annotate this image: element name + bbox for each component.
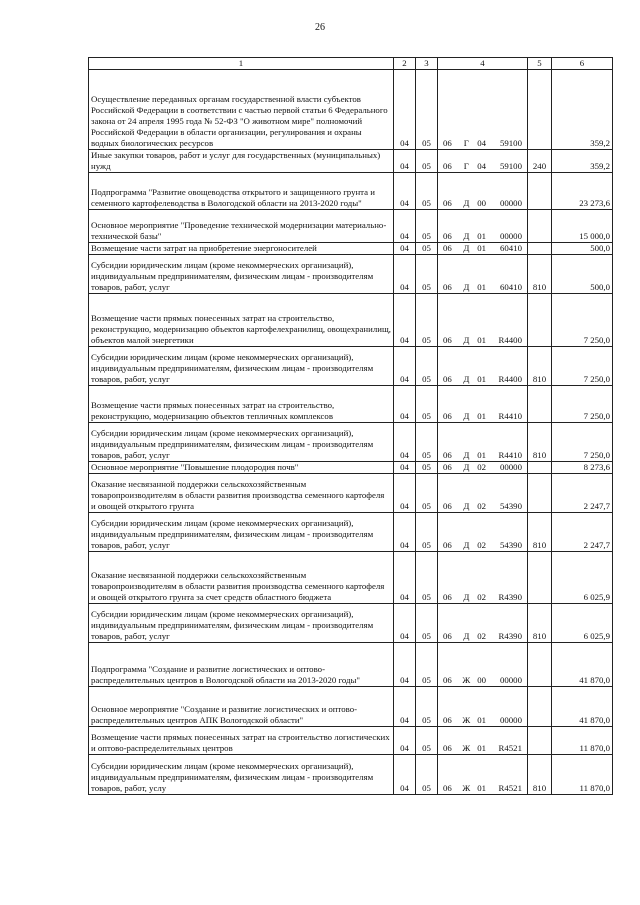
- program-code: 06: [443, 334, 452, 345]
- target-article-code: [438, 686, 528, 726]
- subsection-code: 05: [416, 686, 438, 726]
- amount: 359,2: [552, 150, 613, 173]
- program-code: 06: [443, 160, 452, 171]
- activity-code: 01: [477, 230, 487, 241]
- expense-type-code: 810: [528, 754, 552, 794]
- activity-code: 01: [477, 714, 487, 725]
- direction-code: R4400: [498, 373, 522, 384]
- program-code: 06: [443, 714, 452, 725]
- section-code: 04: [394, 603, 416, 642]
- expense-type-code: [528, 242, 552, 254]
- direction-code: R4521: [498, 742, 522, 753]
- subprogram-code: Г: [463, 138, 469, 149]
- expense-type-code: [528, 70, 552, 150]
- section-code: 04: [394, 172, 416, 209]
- subprogram-code: Д: [463, 230, 470, 241]
- direction-code: R4400: [498, 334, 522, 345]
- program-code: 06: [443, 539, 452, 550]
- direction-code: 54390: [499, 500, 522, 511]
- program-code: 06: [443, 197, 452, 208]
- section-code: 04: [394, 293, 416, 346]
- table-header-row: [89, 58, 613, 70]
- subsection-code: 05: [416, 754, 438, 794]
- expense-type-code: [528, 686, 552, 726]
- activity-code: 01: [477, 373, 487, 384]
- activity-code: 01: [477, 334, 487, 345]
- program-code: 06: [443, 242, 452, 253]
- item-name: Иные закупки товаров, работ и услуг для государственных (муниципальных) нужд: [89, 150, 394, 173]
- direction-code: R4390: [498, 630, 522, 641]
- item-name: Подпрограмма "Создание и развитие логистических и оптово-распределительных центров в Вологодской области на 2013-2020 годы": [89, 642, 394, 686]
- item-name: Возмещение части затрат на приобретение энергоносителей: [89, 242, 394, 254]
- item-name: Возмещение части прямых понесенных затрат на строительство логистических и оптово-распределительных центров: [89, 726, 394, 754]
- direction-code: 60410: [499, 281, 522, 292]
- table-row: [89, 70, 613, 150]
- direction-code: 00000: [499, 714, 522, 725]
- program-code: 06: [443, 230, 452, 241]
- activity-code: 01: [477, 242, 487, 253]
- direction-code: 54390: [499, 539, 522, 550]
- section-code: 04: [394, 150, 416, 173]
- table-row: [89, 686, 613, 726]
- program-code: 06: [443, 630, 452, 641]
- subprogram-code: Д: [463, 461, 470, 472]
- subsection-code: 05: [416, 70, 438, 150]
- amount: 2 247,7: [552, 473, 613, 512]
- amount: 11 870,0: [552, 726, 613, 754]
- target-article-code: [438, 346, 528, 385]
- subprogram-code: Д: [463, 630, 470, 641]
- column-header: 4: [438, 58, 528, 70]
- expense-type-code: [528, 726, 552, 754]
- table-row: [89, 422, 613, 461]
- section-code: 04: [394, 70, 416, 150]
- item-name: Оказание несвязанной поддержки сельскохозяйственным товаропроизводителям в области развития производства семенного картофеля и овощей открытого грунта за счет средств областного бюджета: [89, 551, 394, 603]
- target-article-code: [438, 422, 528, 461]
- amount: 11 870,0: [552, 754, 613, 794]
- table-row: [89, 642, 613, 686]
- budget-table: [88, 57, 613, 795]
- subprogram-code: Д: [463, 591, 470, 602]
- target-article-code: [438, 385, 528, 422]
- direction-code: 00000: [499, 230, 522, 241]
- expense-type-code: [528, 461, 552, 473]
- expense-type-code: [528, 209, 552, 242]
- direction-code: 00000: [499, 674, 522, 685]
- expense-type-code: [528, 385, 552, 422]
- column-header: 1: [89, 58, 394, 70]
- program-code: 06: [443, 591, 452, 602]
- subprogram-code: Д: [463, 281, 470, 292]
- subprogram-code: Д: [463, 410, 470, 421]
- activity-code: 04: [477, 160, 487, 171]
- target-article-code: [438, 70, 528, 150]
- expense-type-code: [528, 293, 552, 346]
- subsection-code: 05: [416, 172, 438, 209]
- subprogram-code: Г: [463, 160, 469, 171]
- section-code: 04: [394, 726, 416, 754]
- item-name: Возмещение части прямых понесенных затрат на строительство, реконструкцию, модернизацию объектов картофелехранилищ, овощехранилищ, объектов малой энергетики: [89, 293, 394, 346]
- item-name: Субсидии юридическим лицам (кроме некоммерческих организаций), индивидуальным предпринимателям, физическим лицам - производителям товаров, работ, услуг: [89, 422, 394, 461]
- amount: 15 000,0: [552, 209, 613, 242]
- subprogram-code: Д: [463, 539, 470, 550]
- section-code: 04: [394, 385, 416, 422]
- column-header: 3: [416, 58, 438, 70]
- table-row: [89, 242, 613, 254]
- activity-code: 01: [477, 410, 487, 421]
- direction-code: 00000: [499, 461, 522, 472]
- activity-code: 02: [477, 461, 487, 472]
- target-article-code: [438, 473, 528, 512]
- target-article-code: [438, 242, 528, 254]
- subprogram-code: Ж: [462, 742, 471, 753]
- activity-code: 01: [477, 449, 487, 460]
- item-name: Возмещение части прямых понесенных затрат на строительство, реконструкцию, модернизацию объектов тепличных комплексов: [89, 385, 394, 422]
- expense-type-code: [528, 473, 552, 512]
- target-article-code: [438, 754, 528, 794]
- table-row: [89, 512, 613, 551]
- target-article-code: [438, 150, 528, 173]
- target-article-code: [438, 512, 528, 551]
- column-header: 5: [528, 58, 552, 70]
- target-article-code: [438, 172, 528, 209]
- subsection-code: 05: [416, 242, 438, 254]
- section-code: 04: [394, 461, 416, 473]
- expense-type-code: [528, 551, 552, 603]
- target-article-code: [438, 254, 528, 293]
- subprogram-code: Д: [463, 449, 470, 460]
- section-code: 04: [394, 642, 416, 686]
- amount: 41 870,0: [552, 642, 613, 686]
- subprogram-code: Ж: [462, 782, 471, 793]
- amount: 500,0: [552, 242, 613, 254]
- subprogram-code: Д: [463, 197, 470, 208]
- subsection-code: 05: [416, 422, 438, 461]
- activity-code: 01: [477, 281, 487, 292]
- direction-code: 59100: [499, 160, 522, 171]
- target-article-code: [438, 209, 528, 242]
- subprogram-code: Д: [463, 373, 470, 384]
- table-row: [89, 551, 613, 603]
- amount: 23 273,6: [552, 172, 613, 209]
- amount: 359,2: [552, 70, 613, 150]
- column-header: 6: [552, 58, 613, 70]
- item-name: Субсидии юридическим лицам (кроме некоммерческих организаций), индивидуальным предпринимателям, физическим лицам - производителям товаров, работ, услуг: [89, 346, 394, 385]
- target-article-code: [438, 603, 528, 642]
- direction-code: R4410: [498, 449, 522, 460]
- target-article-code: [438, 293, 528, 346]
- activity-code: 02: [477, 500, 487, 511]
- table-row: [89, 172, 613, 209]
- activity-code: 01: [477, 782, 487, 793]
- program-code: 06: [443, 742, 452, 753]
- direction-code: 59100: [499, 138, 522, 149]
- subsection-code: 05: [416, 385, 438, 422]
- subsection-code: 05: [416, 209, 438, 242]
- program-code: 06: [443, 500, 452, 511]
- subsection-code: 05: [416, 551, 438, 603]
- direction-code: 60410: [499, 242, 522, 253]
- section-code: 04: [394, 686, 416, 726]
- subsection-code: 05: [416, 726, 438, 754]
- activity-code: 00: [477, 674, 487, 685]
- section-code: 04: [394, 346, 416, 385]
- section-code: 04: [394, 422, 416, 461]
- subprogram-code: Д: [463, 500, 470, 511]
- subsection-code: 05: [416, 473, 438, 512]
- subsection-code: 05: [416, 461, 438, 473]
- activity-code: 00: [477, 197, 487, 208]
- page-number: 26: [315, 22, 325, 33]
- item-name: Субсидии юридическим лицам (кроме некоммерческих организаций), индивидуальным предпринимателям, физическим лицам - производителям товаров, работ, услуг: [89, 512, 394, 551]
- direction-code: 00000: [499, 197, 522, 208]
- subprogram-code: Ж: [462, 674, 471, 685]
- expense-type-code: 810: [528, 254, 552, 293]
- program-code: 06: [443, 138, 452, 149]
- expense-type-code: 810: [528, 422, 552, 461]
- subsection-code: 05: [416, 293, 438, 346]
- table-row: [89, 385, 613, 422]
- amount: 6 025,9: [552, 603, 613, 642]
- target-article-code: [438, 461, 528, 473]
- expense-type-code: 810: [528, 603, 552, 642]
- table-row: [89, 461, 613, 473]
- subsection-code: 05: [416, 346, 438, 385]
- subsection-code: 05: [416, 603, 438, 642]
- table-row: [89, 473, 613, 512]
- amount: 41 870,0: [552, 686, 613, 726]
- item-name: Субсидии юридическим лицам (кроме некоммерческих организаций), индивидуальным предпринимателям, физическим лицам - производителям товаров, работ, услуг: [89, 254, 394, 293]
- item-name: Субсидии юридическим лицам (кроме некоммерческих организаций), индивидуальным предпринимателям, физическим лицам - производителям товаров, работ, услу: [89, 754, 394, 794]
- amount: 2 247,7: [552, 512, 613, 551]
- expense-type-code: 240: [528, 150, 552, 173]
- subsection-code: 05: [416, 512, 438, 551]
- table-row: [89, 209, 613, 242]
- table-row: [89, 150, 613, 173]
- program-code: 06: [443, 461, 452, 472]
- program-code: 06: [443, 373, 452, 384]
- subprogram-code: Д: [463, 242, 470, 253]
- amount: 7 250,0: [552, 293, 613, 346]
- activity-code: 02: [477, 539, 487, 550]
- table-row: [89, 254, 613, 293]
- program-code: 06: [443, 410, 452, 421]
- item-name: Основное мероприятие "Повышение плодородия почв": [89, 461, 394, 473]
- activity-code: 02: [477, 591, 487, 602]
- section-code: 04: [394, 242, 416, 254]
- program-code: 06: [443, 674, 452, 685]
- item-name: Основное мероприятие "Проведение технической модернизации материально-технической базы": [89, 209, 394, 242]
- amount: 6 025,9: [552, 551, 613, 603]
- subsection-code: 05: [416, 642, 438, 686]
- column-header: 2: [394, 58, 416, 70]
- direction-code: R4410: [498, 410, 522, 421]
- subprogram-code: Ж: [462, 714, 471, 725]
- section-code: 04: [394, 254, 416, 293]
- expense-type-code: 810: [528, 512, 552, 551]
- item-name: Субсидии юридическим лицам (кроме некоммерческих организаций), индивидуальным предпринимателям, физическим лицам - производителям товаров, работ, услуг: [89, 603, 394, 642]
- target-article-code: [438, 726, 528, 754]
- activity-code: 02: [477, 630, 487, 641]
- expense-type-code: [528, 172, 552, 209]
- amount: 7 250,0: [552, 385, 613, 422]
- section-code: 04: [394, 754, 416, 794]
- item-name: Оказание несвязанной поддержки сельскохозяйственным товаропроизводителям в области развития производства семенного картофеля и овощей открытого грунта: [89, 473, 394, 512]
- item-name: Осуществление переданных органам государственной власти субъектов Российской Федерации в соответствии с частью первой статьи 6 Федерального закона от 24 апреля 1995 года № 52-ФЗ "О животном мире" полномочий Российской Федерации в области организации, регулирования и охраны водных биологических ресурсов: [89, 70, 394, 150]
- program-code: 06: [443, 782, 452, 793]
- direction-code: R4390: [498, 591, 522, 602]
- amount: 500,0: [552, 254, 613, 293]
- amount: 7 250,0: [552, 346, 613, 385]
- direction-code: R4521: [498, 782, 522, 793]
- table-row: [89, 603, 613, 642]
- subsection-code: 05: [416, 150, 438, 173]
- activity-code: 01: [477, 742, 487, 753]
- amount: 7 250,0: [552, 422, 613, 461]
- target-article-code: [438, 642, 528, 686]
- item-name: Основное мероприятие "Создание и развитие логистических и оптово-распределительных центров АПК Вологодской области": [89, 686, 394, 726]
- section-code: 04: [394, 512, 416, 551]
- section-code: 04: [394, 209, 416, 242]
- subprogram-code: Д: [463, 334, 470, 345]
- program-code: 06: [443, 449, 452, 460]
- table-row: [89, 726, 613, 754]
- item-name: Подпрограмма "Развитие овощеводства открытого и защищенного грунта и семенного картофелеводства в Вологодской области на 2013-2020 годы": [89, 172, 394, 209]
- section-code: 04: [394, 473, 416, 512]
- program-code: 06: [443, 281, 452, 292]
- target-article-code: [438, 551, 528, 603]
- table-row: [89, 754, 613, 794]
- amount: 8 273,6: [552, 461, 613, 473]
- expense-type-code: [528, 642, 552, 686]
- table-row: [89, 346, 613, 385]
- section-code: 04: [394, 551, 416, 603]
- activity-code: 04: [477, 138, 487, 149]
- table-row: [89, 293, 613, 346]
- subsection-code: 05: [416, 254, 438, 293]
- expense-type-code: 810: [528, 346, 552, 385]
